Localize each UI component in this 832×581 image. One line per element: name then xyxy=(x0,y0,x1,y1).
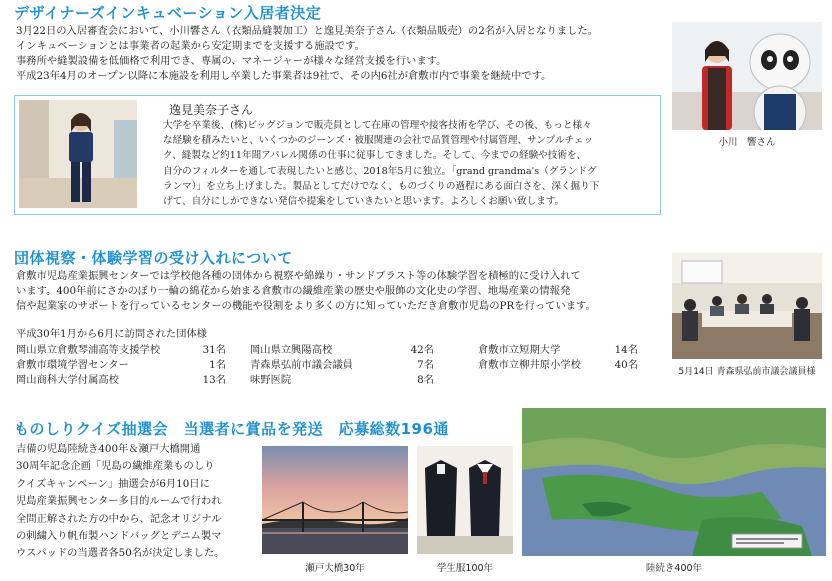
visitor-name: 岡山商科大学付属高校 xyxy=(16,374,119,386)
section3-body xyxy=(16,441,224,563)
visitor-name: 倉敷市環境学習センター xyxy=(16,359,129,371)
ogawa-photo xyxy=(672,22,822,130)
profile-line: げて、自分にしかできない発信や提案をしていきたいと思います。よろしくお願い致します。 xyxy=(163,196,565,208)
visitor-name: 岡山県立興陽高校 xyxy=(250,344,333,356)
visitor-name: 倉敷市立柳井原小学校 xyxy=(478,359,581,371)
terrain-map xyxy=(522,408,826,556)
uniform-illustration xyxy=(417,446,513,554)
paragraph: 児島産業振興センター多目的ルームで行われ xyxy=(16,495,222,508)
section3-heading: ものしりクイズ抽選会 当選者に賞品を発送 応募総数196通 xyxy=(14,420,449,438)
profile-line: ランマ）」を立ち上げました。製品としてだけでなく、ものづくりの過程にある面白さを、深く掘り下 xyxy=(163,180,600,192)
terrain-map-illustration xyxy=(522,408,826,556)
seto-bridge-caption: 瀬戸大橋30年 xyxy=(305,563,365,574)
section2-heading: 団体視察・体験学習の受け入れについて xyxy=(14,249,293,267)
profile-box xyxy=(14,95,661,215)
visitor-count: 42名 xyxy=(410,344,434,356)
meeting-caption: 5月14日 青森県弘前市議会議員様 xyxy=(678,367,816,377)
terrain-map-caption: 陸続き400年 xyxy=(645,563,703,574)
visitor-count: 31名 xyxy=(202,344,226,356)
hemmi-photo xyxy=(19,100,137,208)
paragraph: の刺繍入り帆布製ハンドバッグとデニム製マ xyxy=(16,530,222,543)
visitor-count: 13名 xyxy=(202,374,226,386)
profile-line: 自分のフィルターを通して表現したいと感じ、2018年5月に独立。「grand grandma's（グランドグ xyxy=(163,165,597,177)
profile-line: な経験を積みたいと、いくつかのジーンズ・被服関連の会社で品質管理や付属管理、サンプルチェッ xyxy=(163,135,594,147)
paragraph: 事務所や縫製設備を低価格で利用でき、専属の、マネージャーが様々な経営支援を行います。 xyxy=(16,55,447,67)
paragraph: ウスパッドの当選者各50名が決定しました。 xyxy=(16,547,225,560)
paragraph: 信や起業家のサポートを行っているセンターの機能や役割をより多くの方に知っていただき倉敷市児島のPRを行っています。 xyxy=(16,300,596,312)
profile-text xyxy=(163,118,599,209)
paragraph: インキュベーションとは事業者の起業から安定期までを支援する施設です。 xyxy=(16,40,365,52)
meeting-photo xyxy=(672,253,822,359)
seto-bridge-photo xyxy=(262,446,408,554)
profile-line: 大学を卒業後、(株)ビッグジョンで販売員として在庫の管理や接客技術を学び、その後、もっと様々 xyxy=(163,120,592,131)
paragraph: います。400年前にさかのぼり一輪の綿花から始まる倉敷市の繊維産業の歴史や服飾の文化史の学習、地場産業の情報発 xyxy=(16,285,571,297)
visitor-count: 1名 xyxy=(209,359,226,371)
profile-line: ク、縫製など約11年間アパレル関係の仕事に従事してきました。そして、今までの経験や技術を、 xyxy=(163,150,587,162)
paragraph: 吉備の児島陸続き400年＆瀬戸大橋開通 xyxy=(16,443,201,455)
visitor-count: 14名 xyxy=(614,344,638,356)
section2-body xyxy=(16,269,666,314)
visitor-count: 7名 xyxy=(417,359,434,371)
visitor-count: 40名 xyxy=(614,359,638,371)
visitor-name: 岡山県立倉敷琴浦高等支援学校 xyxy=(16,344,161,356)
visitor-name: 味野医院 xyxy=(250,374,292,386)
visitor-count: 8名 xyxy=(417,374,434,386)
paragraph: 3月22日の入居審査会において、小川響さん（衣類品縫製加工）と逸見美奈子さん（衣類品販売）の2名が入居となりました。 xyxy=(16,25,599,37)
table-row xyxy=(16,373,640,388)
uniform-caption: 学生服100年 xyxy=(436,563,494,574)
paragraph: 倉敷市児島産業振興センターでは学校他各種の団体から視察や綿繰り・サンドブラスト等の体験学習を積極的に受け入れて xyxy=(16,270,581,282)
uniform-photo xyxy=(417,446,513,554)
section1-heading: デザイナーズインキュベーション入居者決定 xyxy=(14,4,322,22)
ogawa-caption: 小川 響さん xyxy=(718,137,776,148)
visitor-name: 倉敷市立短期大学 xyxy=(478,344,561,356)
paragraph: 全問正解された方の中から、記念オリジナル xyxy=(16,512,222,525)
seto-bridge-illustration xyxy=(262,446,408,554)
table-row xyxy=(16,358,640,373)
ogawa-photo-illustration xyxy=(672,22,822,130)
visitors-subheading-text: 平成30年1月から6月に訪問された団体様 xyxy=(16,328,207,340)
table-row xyxy=(16,343,640,358)
hemmi-photo-illustration xyxy=(19,100,137,208)
section1-body xyxy=(16,24,666,84)
paragraph: 平成23年4月のオープン以降に本施設を利用し卒業した事業者は9社で、その内6社が倉敷市内で事業を継続中です。 xyxy=(16,70,552,82)
profile-name: 逸見美奈子さん xyxy=(169,103,254,117)
visitor-name: 青森県弘前市議会議員 xyxy=(250,359,353,371)
paragraph: クイズキャンペーン」抽選会が6月10日に xyxy=(16,477,210,490)
meeting-photo-illustration xyxy=(672,253,822,359)
paragraph: 30周年記念企画「児島の繊維産業ものしり xyxy=(16,460,215,473)
visitors-subheading xyxy=(16,327,207,342)
visitors-table xyxy=(16,343,640,388)
